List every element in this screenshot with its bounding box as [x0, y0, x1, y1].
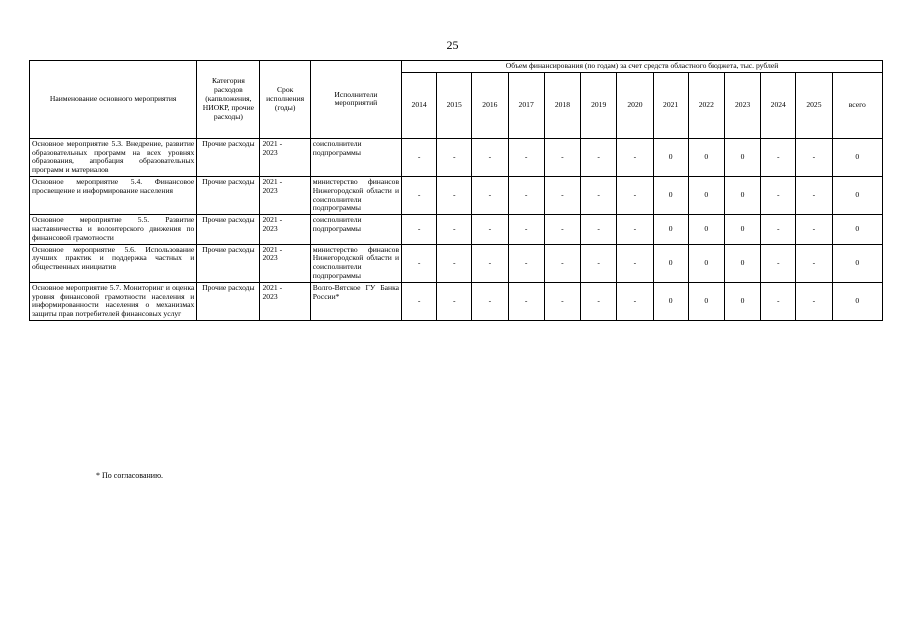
cell-value: 0 — [724, 282, 760, 320]
cell-value: - — [581, 244, 617, 282]
header-year: всего — [832, 72, 882, 138]
cell-value: - — [617, 244, 653, 282]
cell-executors: соисполнители подпрограммы — [310, 215, 401, 244]
cell-value: - — [617, 215, 653, 244]
header-year: 2023 — [724, 72, 760, 138]
cell-value: 0 — [832, 138, 882, 176]
cell-value: - — [544, 215, 580, 244]
cell-value: - — [796, 244, 832, 282]
cell-value: 0 — [688, 138, 724, 176]
cell-value: - — [437, 282, 472, 320]
cell-category: Прочие расходы — [197, 244, 260, 282]
cell-value: - — [761, 176, 796, 214]
header-year: 2015 — [437, 72, 472, 138]
page-number: 25 — [446, 38, 459, 52]
cell-value: 0 — [653, 138, 688, 176]
cell-value: - — [402, 138, 437, 176]
header-year: 2021 — [653, 72, 688, 138]
header-funding: Объем финансирования (по годам) за счет средств областного бюджета, тыс. рублей — [402, 61, 883, 73]
cell-category: Прочие расходы — [197, 215, 260, 244]
cell-value: 0 — [653, 176, 688, 214]
cell-value: - — [581, 138, 617, 176]
header-year: 2018 — [544, 72, 580, 138]
cell-category: Прочие расходы — [197, 138, 260, 176]
cell-value: - — [472, 282, 508, 320]
cell-value: - — [402, 215, 437, 244]
header-name: Наименование основного мероприятия — [30, 61, 197, 139]
cell-value: - — [508, 244, 544, 282]
cell-value: - — [617, 176, 653, 214]
cell-term: 2021 - 2023 — [260, 176, 310, 214]
cell-value: 0 — [653, 244, 688, 282]
cell-value: 0 — [724, 215, 760, 244]
cell-value: - — [437, 244, 472, 282]
header-year: 2022 — [688, 72, 724, 138]
cell-value: - — [544, 176, 580, 214]
cell-value: - — [508, 176, 544, 214]
header-executors: Исполнители мероприятий — [310, 61, 401, 139]
cell-term: 2021 - 2023 — [260, 138, 310, 176]
funding-table — [29, 60, 883, 321]
cell-value: 0 — [688, 215, 724, 244]
cell-value: - — [617, 138, 653, 176]
cell-value: - — [437, 176, 472, 214]
cell-activity-name: Основное мероприятие 5.5. Развитие наставничества и волонтерского движения по финансовой грамотности — [30, 215, 197, 244]
cell-value: - — [581, 176, 617, 214]
cell-value: - — [472, 215, 508, 244]
cell-executors: министерство финансов Нижегородской области и соисполнители подпрограммы — [310, 176, 401, 214]
cell-value: - — [796, 176, 832, 214]
cell-value: 0 — [832, 215, 882, 244]
header-category: Категория расходов (капвложения, НИОКР, прочие расходы) — [197, 61, 260, 139]
cell-value: - — [761, 138, 796, 176]
cell-value: 0 — [724, 244, 760, 282]
cell-term: 2021 - 2023 — [260, 244, 310, 282]
cell-executors: министерство финансов Нижегородской области и соисполнители подпрограммы — [310, 244, 401, 282]
cell-value: 0 — [653, 282, 688, 320]
cell-category: Прочие расходы — [197, 176, 260, 214]
header-year: 2025 — [796, 72, 832, 138]
cell-value: - — [761, 244, 796, 282]
header-year: 2019 — [581, 72, 617, 138]
cell-value: - — [544, 138, 580, 176]
cell-value: - — [437, 215, 472, 244]
cell-value: - — [508, 282, 544, 320]
table-row — [30, 282, 883, 320]
cell-value: - — [544, 244, 580, 282]
cell-value: - — [796, 215, 832, 244]
cell-activity-name: Основное мероприятие 5.3. Внедрение, развитие образовательных программ на всех уровнях образования, апробация образовательных программ и материалов — [30, 138, 197, 176]
header-year: 2017 — [508, 72, 544, 138]
cell-value: - — [402, 176, 437, 214]
cell-value: 0 — [688, 282, 724, 320]
cell-value: 0 — [724, 176, 760, 214]
footnote: * По согласованию. — [96, 471, 164, 480]
cell-category: Прочие расходы — [197, 282, 260, 320]
cell-value: - — [796, 282, 832, 320]
cell-value: - — [761, 215, 796, 244]
header-year: 2024 — [761, 72, 796, 138]
cell-executors: Волго-Вятское ГУ Банка России* — [310, 282, 401, 320]
header-term: Срок исполнения (годы) — [260, 61, 310, 139]
table-row — [30, 176, 883, 214]
cell-value: - — [472, 244, 508, 282]
cell-value: 0 — [832, 282, 882, 320]
header-year: 2016 — [472, 72, 508, 138]
cell-executors: соисполнители подпрограммы — [310, 138, 401, 176]
header-year: 2014 — [402, 72, 437, 138]
cell-value: - — [617, 282, 653, 320]
cell-value: 0 — [724, 138, 760, 176]
cell-value: - — [402, 282, 437, 320]
header-year: 2020 — [617, 72, 653, 138]
cell-activity-name: Основное мероприятие 5.6. Использование лучших практик и поддержка частных и общественных инициатив — [30, 244, 197, 282]
cell-term: 2021 - 2023 — [260, 215, 310, 244]
cell-value: 0 — [832, 176, 882, 214]
cell-value: - — [508, 215, 544, 244]
header-row-top — [30, 61, 883, 73]
cell-value: - — [472, 138, 508, 176]
cell-value: - — [796, 138, 832, 176]
cell-value: - — [508, 138, 544, 176]
cell-value: 0 — [832, 244, 882, 282]
cell-activity-name: Основное мероприятие 5.4. Финансовое просвещение и информирование населения — [30, 176, 197, 214]
cell-value: 0 — [688, 176, 724, 214]
cell-value: - — [581, 282, 617, 320]
cell-term: 2021 - 2023 — [260, 282, 310, 320]
cell-value: 0 — [653, 215, 688, 244]
cell-value: - — [761, 282, 796, 320]
table-row — [30, 215, 883, 244]
cell-value: - — [437, 138, 472, 176]
cell-value: - — [544, 282, 580, 320]
cell-value: - — [472, 176, 508, 214]
table-row — [30, 138, 883, 176]
table-row — [30, 244, 883, 282]
cell-activity-name: Основное мероприятие 5.7. Мониторинг и оценка уровня финансовой грамотности населения и информированности населения о механизмах защиты прав потребителей финансовых услуг — [30, 282, 197, 320]
cell-value: 0 — [688, 244, 724, 282]
cell-value: - — [402, 244, 437, 282]
cell-value: - — [581, 215, 617, 244]
